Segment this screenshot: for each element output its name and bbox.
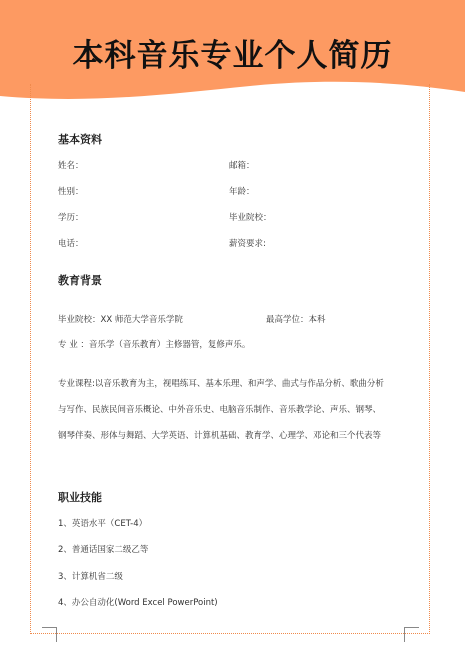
phone-label: 电话： — [58, 239, 84, 249]
courses-line-2: 与写作、民族民间音乐概论、中外音乐史、电脑音乐制作、音乐教学论、声乐、钢琴、 — [58, 405, 382, 415]
salary-label: 薪资要求: — [229, 239, 266, 249]
skill-item: 3、计算机省二级 — [58, 572, 123, 582]
major: 专 业 ：音乐学（音乐教育）主修器管，复修声乐。 — [58, 340, 251, 350]
section-heading-education: 教育背景 — [58, 274, 102, 287]
skill-item: 2、普通话国家二级乙等 — [58, 545, 149, 555]
skill-item: 1、英语水平（CET-4） — [58, 519, 148, 529]
name-label: 姓名： — [58, 161, 84, 171]
skill-item: 4、办公自动化(Word Excel PowerPoint) — [58, 598, 218, 608]
education-label: 学历： — [58, 213, 84, 223]
section-heading-skills: 职业技能 — [58, 491, 102, 504]
school-label: 毕业院校： — [229, 213, 272, 223]
age-label: 年龄： — [229, 187, 255, 197]
page-title: 本科音乐专业个人简历 — [72, 38, 393, 74]
courses-line-1: 专业课程:以音乐教育为主，视唱练耳、基本乐理、和声学、曲式与作品分析、歌曲分析 — [58, 379, 384, 389]
section-heading-basic: 基本资料 — [58, 133, 102, 146]
graduate-school: 毕业院校：XX 师范大学音乐学院 — [58, 315, 183, 325]
crop-mark-bottom-right — [404, 627, 419, 642]
email-label: 邮箱： — [229, 161, 255, 171]
highest-degree: 最高学位：本科 — [266, 315, 326, 325]
crop-mark-bottom-left — [42, 627, 57, 642]
courses-line-3: 钢琴伴奏、形体与舞蹈、大学英语、计算机基础、教育学、心理学、邓论和三个代表等 — [58, 431, 382, 441]
gender-label: 性别： — [58, 187, 84, 197]
